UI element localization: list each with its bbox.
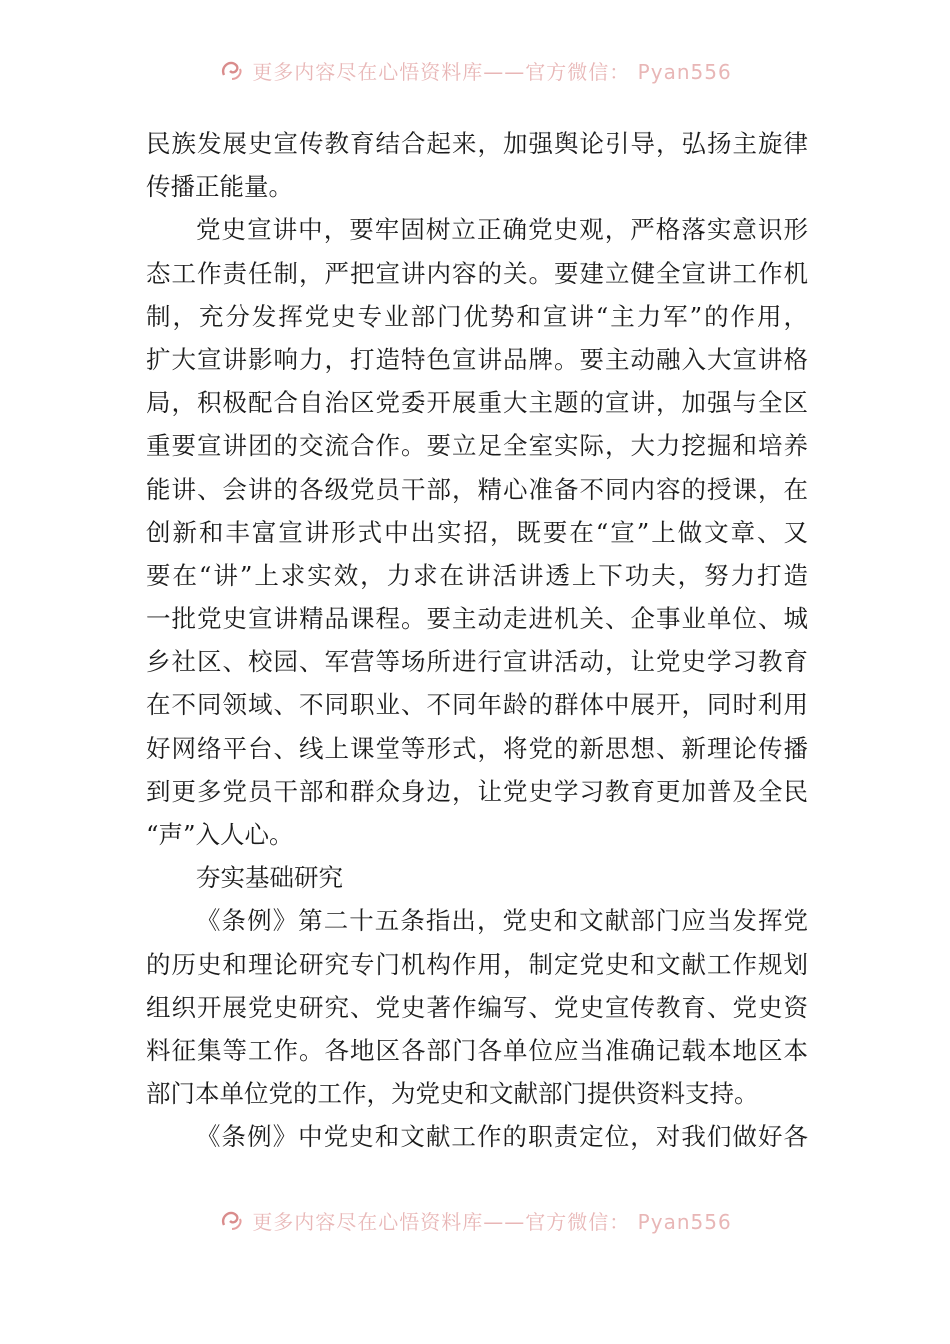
swirl-logo-icon <box>218 1207 244 1233</box>
text-line: 的历史和理论研究专门机构作用，制定党史和文献工作规划 <box>146 949 808 979</box>
text-line: 夯实基础研究 <box>196 863 343 893</box>
header-banner-text: 更多内容尽在心悟资料库——官方微信： Pyan556 <box>252 59 732 84</box>
text-line: 民族发展史宣传教育结合起来，加强舆论引导，弘扬主旋律 <box>146 129 808 158</box>
text-line: 《条例》第二十五条指出，党史和文献部门应当发挥党 <box>196 906 808 936</box>
text-line: 《条例》中党史和文献工作的职责定位，对我们做好各 <box>196 1122 808 1152</box>
text-line: 料征集等工作。各地区各部门各单位应当准确记载本地区本 <box>146 1035 808 1065</box>
text-line: 在不同领域、不同职业、不同年龄的群体中展开，同时利用 <box>146 690 808 720</box>
text-line: 制，充分发挥党史专业部门优势和宣讲“主力军”的作用， <box>146 301 808 331</box>
text-line: 部门本单位党的工作，为党史和文献部门提供资料支持。 <box>146 1079 759 1109</box>
text-line: 组织开展党史研究、党史著作编写、党史宣传教育、党史资 <box>146 992 808 1022</box>
text-line: 扩大宣讲影响力，打造特色宣讲品牌。要主动融入大宣讲格 <box>146 344 808 374</box>
text-line: 重要宣讲团的交流合作。要立足全室实际，大力挖掘和培养 <box>146 431 808 461</box>
text-line: 一批党史宣讲精品课程。要主动走进机关、企事业单位、城 <box>146 604 808 634</box>
footer-banner <box>0 1200 950 1240</box>
text-line: 态工作责任制，严把宣讲内容的关。要建立健全宣讲工作机 <box>146 258 808 288</box>
document-body <box>146 122 808 1159</box>
text-line: 传播正能量。 <box>146 172 293 202</box>
swirl-logo-icon <box>218 57 244 83</box>
text-line: 要在“讲”上求实效，力求在讲活讲透上下功夫，努力打造 <box>146 560 808 590</box>
text-line: “声”入人心。 <box>146 820 294 849</box>
text-line: 能讲、会讲的各级党员干部，精心准备不同内容的授课，在 <box>146 474 808 504</box>
text-line: 党史宣讲中，要牢固树立正确党史观，严格落实意识形 <box>196 215 808 245</box>
text-line: 好网络平台、线上课堂等形式，将党的新思想、新理论传播 <box>146 733 808 763</box>
text-line: 局，积极配合自治区党委开展重大主题的宣讲，加强与全区 <box>146 388 808 418</box>
header-banner <box>0 50 950 90</box>
footer-banner-text: 更多内容尽在心悟资料库——官方微信： Pyan556 <box>252 1209 732 1234</box>
text-line: 创新和丰富宣讲形式中出实招，既要在“宣”上做文章、又 <box>146 517 808 547</box>
text-line: 乡社区、校园、军营等场所进行宣讲活动，让党史学习教育 <box>146 647 808 677</box>
text-line: 到更多党员干部和群众身边，让党史学习教育更加普及全民 <box>146 776 808 806</box>
